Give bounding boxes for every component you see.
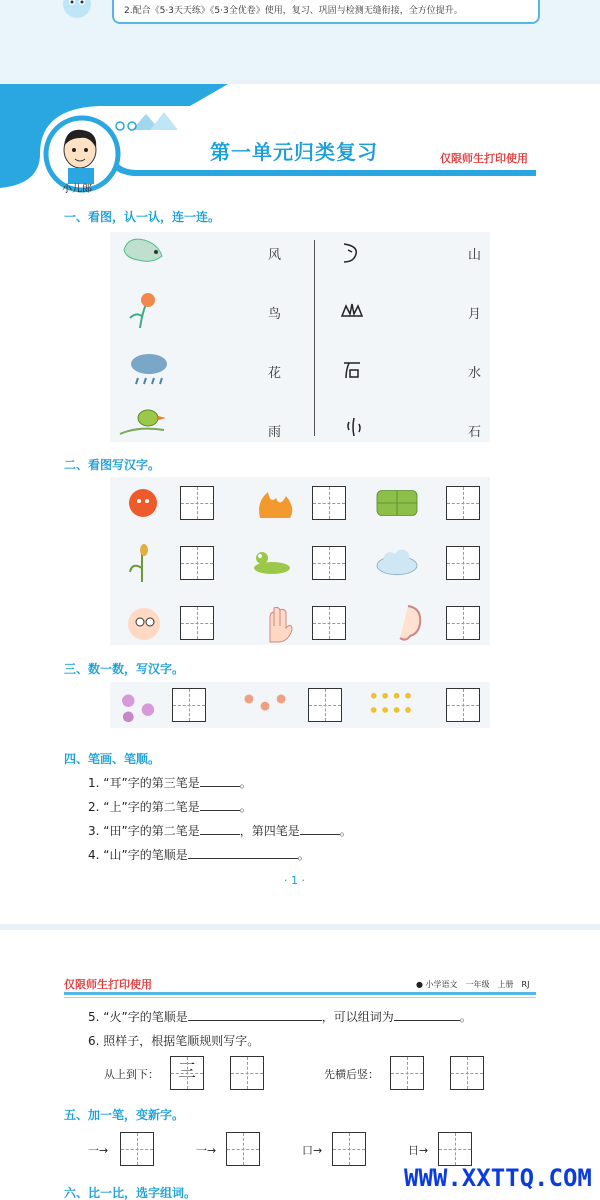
writing-box[interactable]	[312, 486, 346, 520]
mascot-icon	[52, 0, 102, 24]
worm-picture-icon	[248, 542, 298, 584]
left-char-4: 雨	[268, 425, 282, 440]
question-5: 5. “火”字的笔顺是 ，可以组词为 。	[88, 1010, 472, 1024]
three-flowers-icon	[240, 686, 290, 728]
many-flowers-icon	[368, 684, 418, 726]
writing-box[interactable]	[438, 1132, 472, 1166]
writing-box[interactable]	[390, 1056, 424, 1090]
add-stroke-item-3: 口→	[302, 1144, 323, 1157]
example-char-box: 三	[170, 1056, 204, 1090]
fire-picture-icon	[250, 482, 300, 524]
site-watermark: WWW.XXTTQ.COM	[404, 1164, 592, 1192]
horizontal-first-label: 先横后竖：	[324, 1068, 379, 1081]
writing-box[interactable]	[226, 1132, 260, 1166]
question-6: 6. 照样子，根据笔顺规则写字。	[88, 1034, 260, 1048]
right-char-1: 山	[468, 248, 482, 263]
writing-box[interactable]	[446, 606, 480, 640]
writing-box[interactable]	[446, 546, 480, 580]
count-panel	[110, 682, 490, 728]
print-only-tag: 仅限师生打印使用	[64, 978, 152, 991]
add-stroke-item-1: 一→	[88, 1144, 109, 1157]
add-stroke-item-2: 一→	[196, 1144, 217, 1157]
answer-blank[interactable]	[394, 1009, 460, 1021]
writing-box[interactable]	[312, 606, 346, 640]
question-2: 2. “上”字的第二笔是 。	[88, 800, 252, 814]
add-stroke-item-4: 日→	[408, 1144, 429, 1157]
unit-title: 第一单元归类复习	[210, 140, 378, 164]
section-4-title: 四、笔画、笔顺。	[64, 752, 161, 766]
bird-picture-icon	[118, 400, 168, 442]
answer-blank[interactable]	[300, 823, 340, 835]
answer-blank[interactable]	[200, 799, 240, 811]
answer-blank[interactable]	[200, 823, 240, 835]
answer-blank[interactable]	[188, 847, 298, 859]
question-3: 3. “田”字的第二笔是 ，第四笔是 。	[88, 824, 352, 838]
ancient-stone-glyph-icon	[342, 360, 362, 380]
print-only-tag: 仅限师生打印使用	[440, 152, 528, 165]
section-5-title: 五、加一笔，变新字。	[64, 1108, 185, 1122]
writing-box[interactable]	[312, 546, 346, 580]
writing-box[interactable]	[230, 1056, 264, 1090]
writing-box[interactable]	[332, 1132, 366, 1166]
ear-picture-icon	[380, 602, 430, 644]
writing-box[interactable]	[120, 1132, 154, 1166]
left-char-3: 花	[268, 366, 282, 381]
writing-box[interactable]	[180, 606, 214, 640]
writing-box[interactable]	[308, 688, 342, 722]
header-rule-thin	[64, 997, 536, 998]
right-char-2: 月	[468, 307, 482, 322]
answer-blank[interactable]	[188, 1009, 322, 1021]
field-picture-icon	[372, 482, 422, 524]
cloud-picture-icon	[372, 542, 422, 584]
answer-blank[interactable]	[200, 775, 240, 787]
top-down-label: 从上到下：	[104, 1068, 159, 1081]
wind-picture-icon	[118, 230, 168, 272]
writing-box[interactable]	[172, 688, 206, 722]
section-6-title: 六、比一比，选字组词。	[64, 1186, 197, 1200]
two-flowers-icon	[114, 686, 164, 728]
flower-picture-icon	[120, 288, 170, 330]
section-2-title: 二、看图写汉字。	[64, 458, 161, 472]
writing-box[interactable]	[180, 486, 214, 520]
writing-box[interactable]	[446, 688, 480, 722]
grain-picture-icon	[118, 542, 168, 584]
writing-box[interactable]	[180, 546, 214, 580]
ancient-mountain-glyph-icon	[340, 302, 364, 320]
writing-box[interactable]	[446, 486, 480, 520]
left-char-1: 风	[268, 248, 282, 263]
section-1-title: 一、看图，认一认，连一连。	[64, 210, 221, 224]
right-char-3: 水	[468, 366, 482, 381]
hand-picture-icon	[254, 602, 304, 644]
right-char-4: 石	[468, 425, 482, 440]
rain-picture-icon	[124, 348, 174, 390]
book-info: ● 小学语文 一年级 上册 RJ	[416, 980, 530, 989]
mascot-name: 小儿郎	[62, 184, 92, 195]
eye-picture-icon	[120, 602, 170, 644]
worksheet-page-1	[0, 84, 600, 924]
question-4: 4. “山”字的笔顺是 。	[88, 848, 310, 862]
writing-box[interactable]	[450, 1056, 484, 1090]
section-3-title: 三、数一数，写汉字。	[64, 662, 185, 676]
page-number: · 1 ·	[284, 874, 305, 887]
question-1: 1. “耳”字的第三笔是 。	[88, 776, 252, 790]
worksheet-page-2	[0, 930, 600, 1200]
ancient-moon-glyph-icon	[340, 242, 360, 264]
matching-divider	[314, 240, 315, 436]
sun-picture-icon	[118, 482, 168, 524]
ancient-water-glyph-icon	[346, 416, 362, 438]
left-char-2: 鸟	[268, 307, 282, 322]
usage-note: 2.配合《5·3天天练》《5·3全优卷》使用，复习、巩固与检测无缝衔接，全方位提升。	[112, 0, 540, 24]
boy-avatar-icon	[50, 124, 112, 186]
header-rule	[64, 992, 536, 995]
